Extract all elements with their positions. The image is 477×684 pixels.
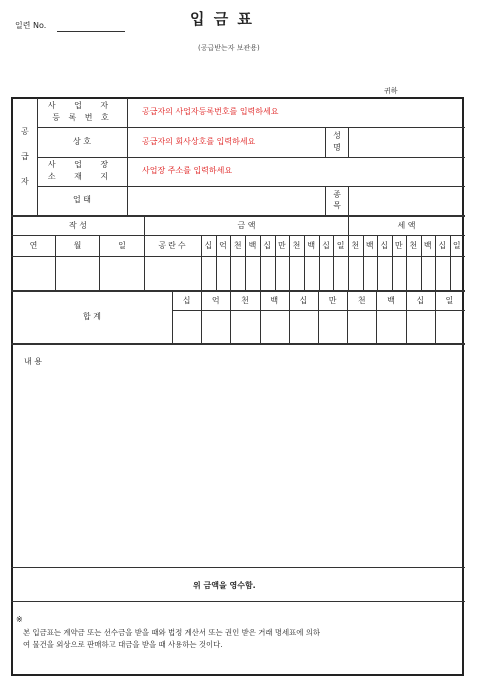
supply-digit-cell[interactable] [305,257,318,289]
reg-no-input[interactable]: 공급자의 사업자등록번호를 입력하세요 [142,107,279,116]
tax-amount-header: 세 액 [397,221,416,230]
supply-digit-label: 만 [277,241,286,250]
total-label: 합 계 [83,312,101,321]
serial-number-label: 일련 No. [15,21,47,30]
tax-digit-cell[interactable] [451,257,464,289]
section-divider [11,343,465,345]
day-label: 일 [118,241,126,250]
company-input[interactable]: 공급자의 회사상호를 입력하세요 [142,137,256,146]
supply-digit-cell[interactable] [320,257,333,289]
recipient-suffix: 귀하 [384,87,398,95]
page-title: 입 금 표 [190,10,254,28]
tax-digit-cell[interactable] [364,257,377,289]
row-divider [11,601,465,602]
supplier-side-label: 공 [21,127,29,136]
receipt-confirmation-text: 위 금액을 영수함. [193,581,256,590]
item-label: 목 [333,201,341,210]
serial-number-field[interactable] [57,31,125,32]
address-label: 사 업 장 [47,160,117,169]
supplier-side-label: 자 [21,177,29,186]
supply-digit-cell[interactable] [334,257,347,289]
supply-digit-label: 백 [307,241,316,250]
supply-digit-cell[interactable] [231,257,244,289]
supply-digit-cell[interactable] [290,257,303,289]
total-digit-label: 억 [211,296,220,305]
item-input[interactable] [349,187,464,214]
tax-digit-label: 백 [423,241,432,250]
blank-count-label: 공란수 [158,241,188,250]
row-divider [11,567,465,568]
supply-digit-cell[interactable] [246,257,259,289]
note-mark: ※ [16,615,23,624]
address-input[interactable]: 사업장 주소를 입력하세요 [142,166,233,175]
address-label: 소 재 지 [47,172,117,181]
company-label: 상 호 [73,137,91,146]
supply-digit-label: 억 [219,241,227,250]
supply-digit-label: 백 [248,241,257,250]
section-divider [11,215,465,217]
row-divider [11,235,465,236]
total-digit-cell[interactable] [436,311,463,342]
business-type-input[interactable] [128,187,324,214]
tax-digit-cell[interactable] [422,257,435,289]
total-digit-cell[interactable] [290,311,317,342]
month-label: 월 [73,241,82,250]
total-digit-cell[interactable] [173,311,200,342]
supply-digit-label: 십 [263,241,271,250]
year-label: 연 [29,241,38,250]
supply-digit-cell[interactable] [276,257,289,289]
item-label: 종 [333,190,341,199]
total-digit-cell[interactable] [407,311,434,342]
business-type-label: 업 태 [73,195,91,204]
tax-digit-cell[interactable] [378,257,391,289]
tax-digit-cell[interactable] [393,257,406,289]
supply-digit-label: 일 [336,241,345,250]
supply-digit-label: 천 [233,241,242,250]
total-digit-label: 십 [416,296,425,305]
supplier-side-label: 급 [21,152,29,161]
name-label: 성 [333,131,341,140]
supply-amount-header: 금 액 [237,221,256,230]
tax-digit-cell[interactable] [349,257,362,289]
total-digit-cell[interactable] [348,311,375,342]
tax-digit-label: 십 [380,241,389,250]
total-digit-label: 천 [357,296,366,305]
reg-no-label: 등 록 번 호 [52,113,112,122]
supply-digit-cell[interactable] [217,257,230,289]
total-digit-cell[interactable] [202,311,229,342]
total-digit-cell[interactable] [231,311,258,342]
supply-digit-label: 천 [292,241,301,250]
supply-digit-cell[interactable] [261,257,274,289]
row-divider [37,157,465,158]
total-digit-cell[interactable] [377,311,404,342]
note-line-1: 본 입금표는 계약금 또는 선수금을 받을 때와 법정 계산서 또는 권인 받은 거래 명세표에 의하 [23,628,321,637]
section-divider [11,290,465,292]
total-digit-label: 만 [328,296,337,305]
total-digit-label: 백 [387,296,395,305]
total-digit-label: 백 [270,296,279,305]
page-subtitle: (공급받는자 보관용) [198,44,260,52]
content-label: 내 용 [24,357,42,366]
total-digit-label: 천 [241,296,249,305]
reg-no-label: 사 업 자 [47,101,117,110]
tax-digit-cell[interactable] [407,257,420,289]
supply-digit-label: 십 [204,241,213,250]
supply-digit-label: 십 [322,241,330,250]
tax-digit-label: 일 [452,241,461,250]
content-area[interactable] [60,350,460,562]
name-label: 명 [333,143,341,152]
total-digit-label: 십 [299,296,308,305]
tax-digit-label: 천 [409,241,418,250]
total-digit-cell[interactable] [319,311,346,342]
tax-digit-label: 백 [365,241,374,250]
supply-digit-cell[interactable] [202,257,215,289]
note-line-2: 여 물건을 외상으로 판매하고 대금을 받을 때 사용하는 것이다. [23,640,223,649]
total-digit-cell[interactable] [261,311,288,342]
tax-digit-label: 만 [394,241,403,250]
tax-digit-label: 십 [438,241,447,250]
tax-digit-cell[interactable] [436,257,449,289]
total-digit-label: 십 [182,296,191,305]
name-input[interactable] [349,128,464,156]
tax-digit-label: 천 [351,241,360,250]
written-date-header: 작 성 [69,221,87,230]
total-digit-label: 일 [445,296,454,305]
